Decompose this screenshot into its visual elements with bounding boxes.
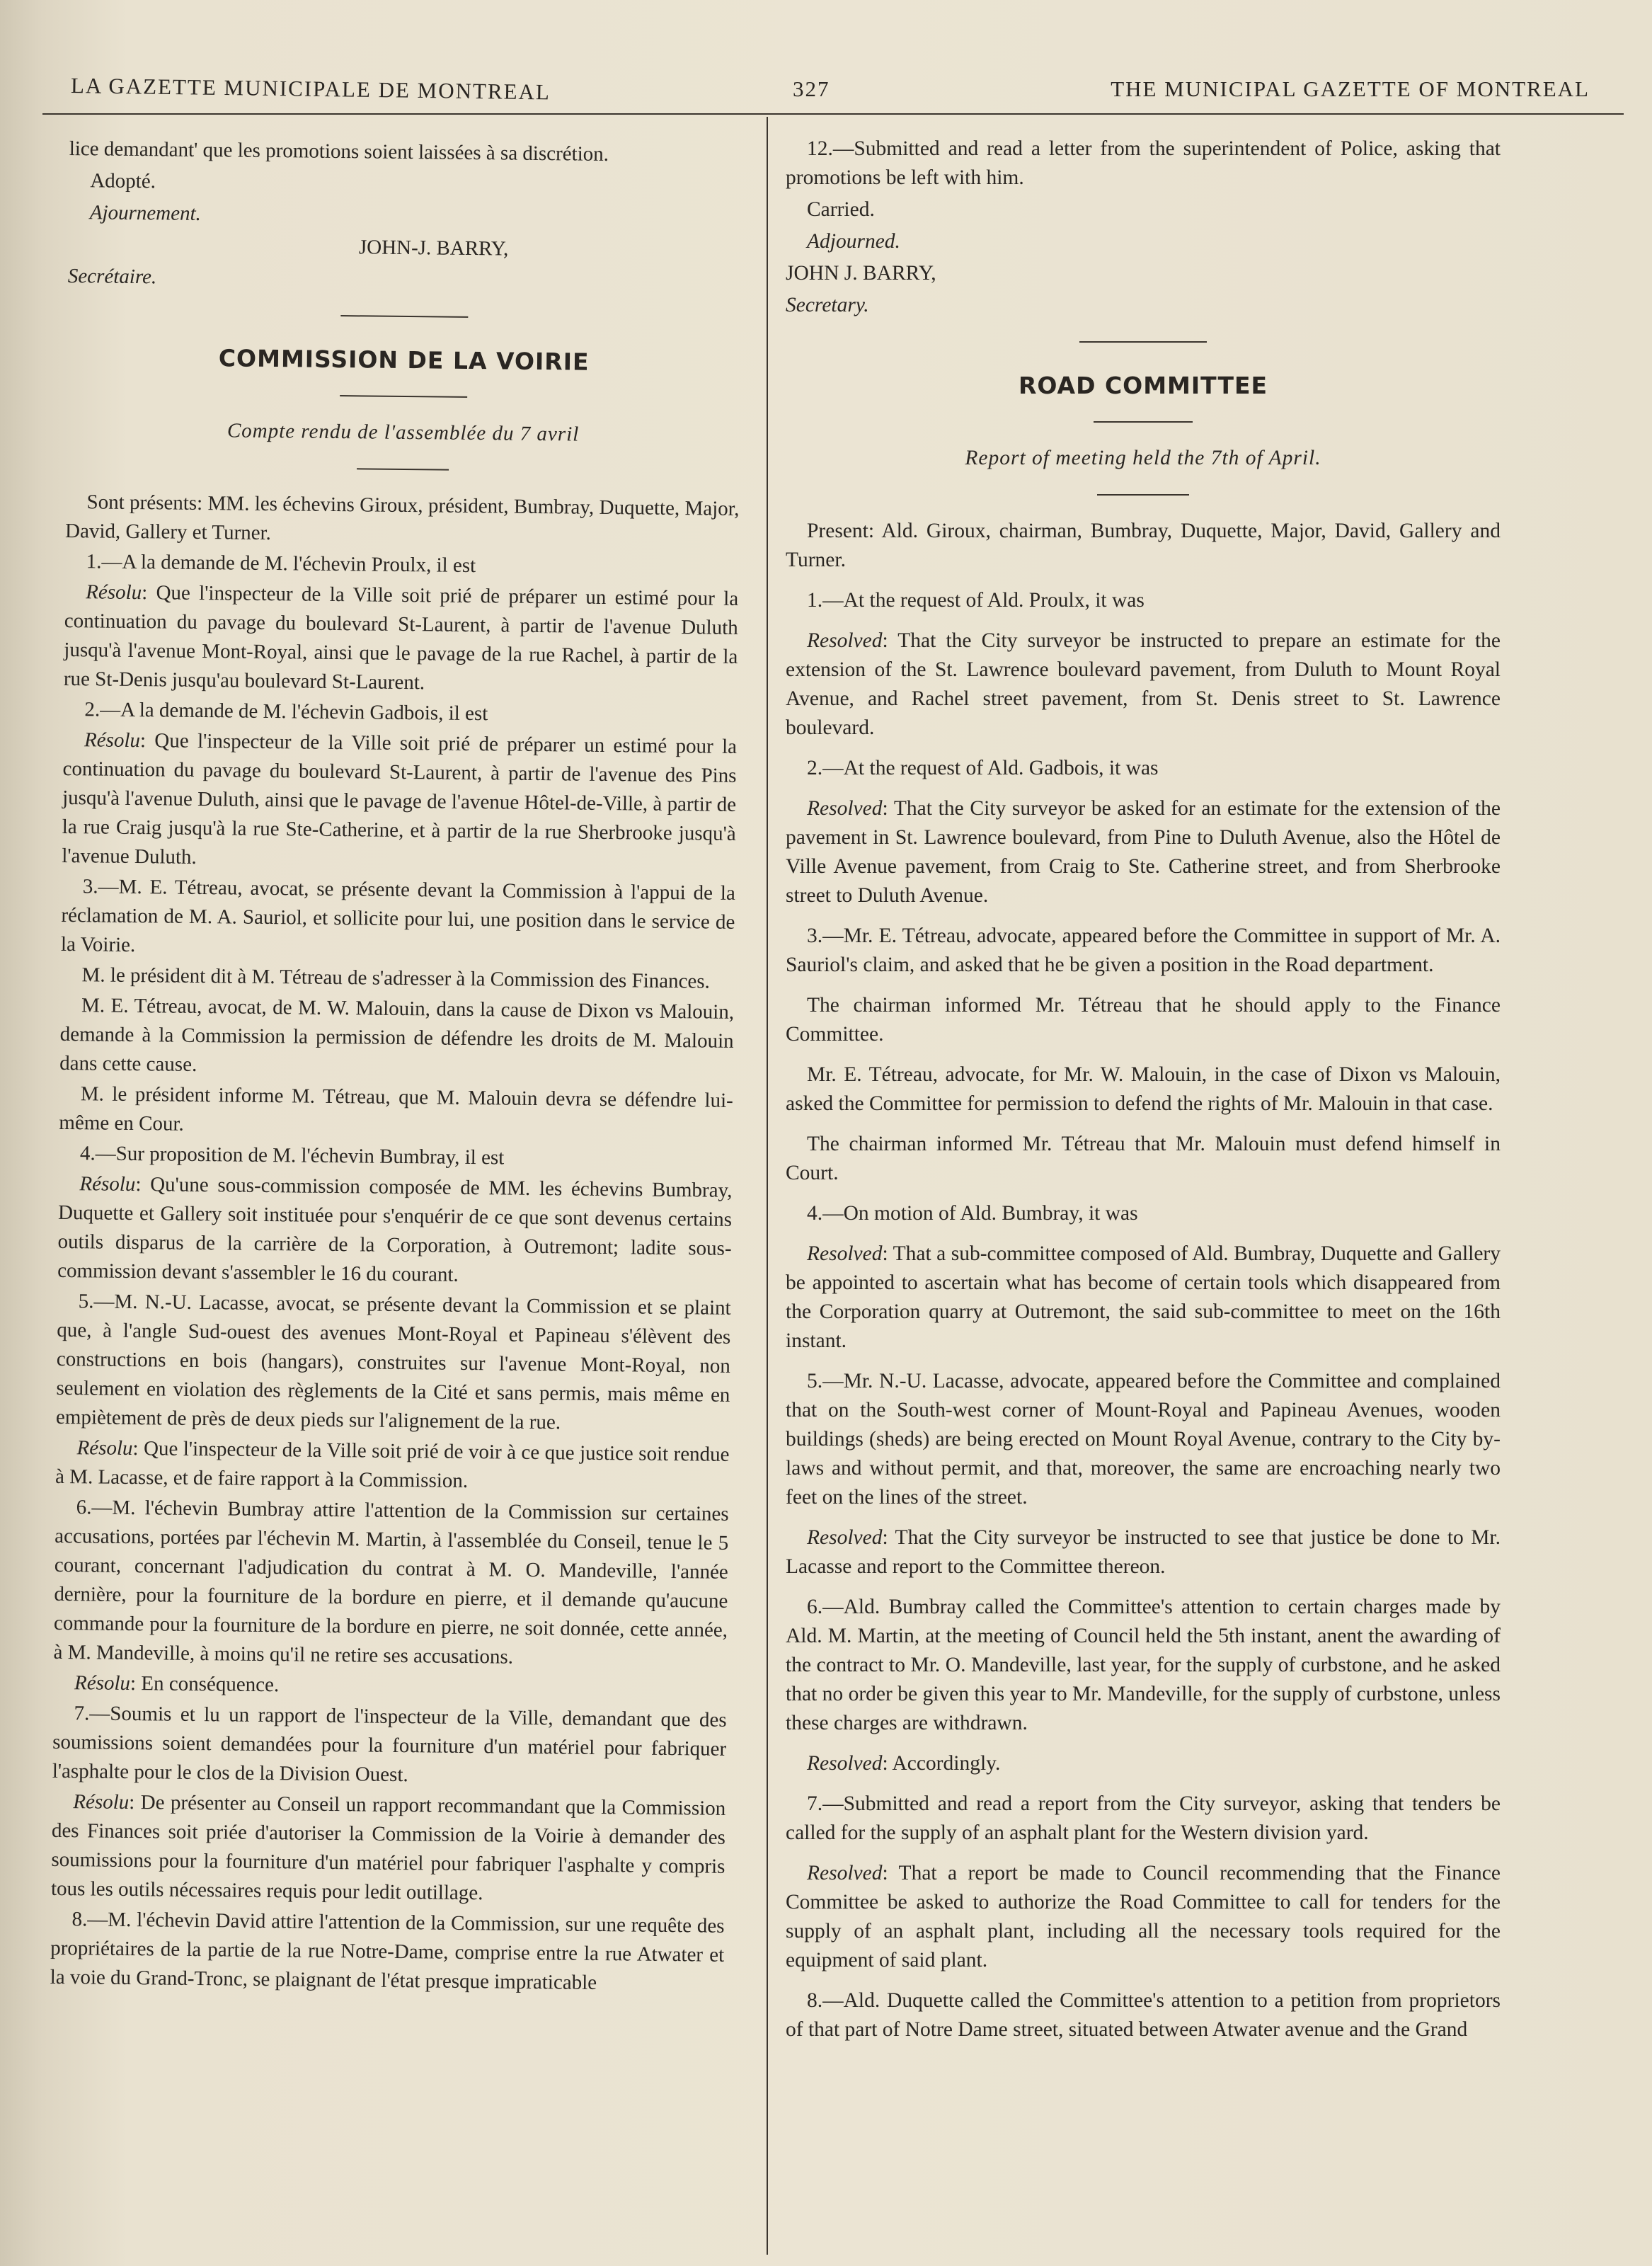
paragraph: 1.—A la demande de M. l'échevin Proulx, il est bbox=[86, 550, 476, 578]
paragraph: 1.—At the request of Ald. Proulx, it was bbox=[807, 589, 1145, 612]
french-signature-title: Secrétaire. bbox=[67, 264, 157, 289]
paragraph: Resolved: That the City surveyor be instructed to prepare an estimate for the extension of the St. Lawrence boulevard pavement, from Duluth to Mount Royal Avenue, and Rachel street pavement, from St. Denis street to St. Lawrence boulevard. bbox=[786, 629, 1501, 739]
paragraph: 6.—Ald. Bumbray called the Committee's attention to certain charges made by Ald. M. Martin, at the meeting of Council held the 5th instant, anent the awarding of the contract to Mr. O. Mandeville, last year, for the supply of curbstone, and he asked that no order be given this year to Mr. Mandeville, for the supply of curbstone, unless these charges are withdrawn. bbox=[786, 1596, 1501, 1734]
paragraph: Résolu: De présenter au Conseil un rapport recommandant que la Commission des Finances soit priée d'autoriser la Commission de la Voirie à demander des soumissions pour la fourniture d'un matériel pour fabriquer l'asphalte y compris tous les outils nécessaires requis pour ledit outillage. bbox=[50, 1790, 726, 1905]
paragraph: M. le président informe M. Tétreau, que M. Malouin devra se défendre lui-même en Cour. bbox=[59, 1082, 733, 1135]
resolved-label: Résolu bbox=[79, 1172, 136, 1196]
french-signature-name: JOHN-J. BARRY, bbox=[358, 236, 509, 261]
resolved-label: Resolved bbox=[807, 1242, 883, 1265]
paragraph: 3.—Mr. E. Tétreau, advocate, appeared before the Committee in support of Mr. A. Sauriol's claim, and asked that he be given a position in the Road department. bbox=[786, 925, 1501, 976]
paragraph: Sont présents: MM. les échevins Giroux, président, Bumbray, Duquette, Major, David, Gallery et Turner. bbox=[64, 491, 740, 545]
english-section-title: ROAD COMMITTEE bbox=[1018, 372, 1268, 399]
divider bbox=[1094, 421, 1193, 423]
divider bbox=[340, 395, 467, 398]
resolved-label: Resolved bbox=[807, 1862, 883, 1884]
paragraph: 8.—Ald. Duquette called the Committee's attention to a petition from proprietors of that part of Notre Dame street, situated between Atwater avenue and the Grand bbox=[786, 1989, 1501, 2041]
paragraph: 7.—Submitted and read a report from the City surveyor, asking that tenders be called for the supply of an asphalt plant for the Western division yard. bbox=[786, 1792, 1501, 1844]
paragraph: Mr. E. Tétreau, advocate, for Mr. W. Malouin, in the case of Dixon vs Malouin, asked the Committee for permission to defend the rights of Mr. Malouin in that case. bbox=[786, 1063, 1501, 1115]
english-report-line: Report of meeting held the 7th of April. bbox=[965, 447, 1321, 469]
resolved-label: Resolved bbox=[807, 797, 883, 820]
resolved-label: Résolu bbox=[76, 1436, 133, 1460]
divider bbox=[357, 468, 449, 470]
paragraph: The chairman informed Mr. Tétreau that Mr. Malouin must defend himself in Court. bbox=[786, 1133, 1501, 1184]
french-report-line: Compte rendu de l'assemblée du 7 avril bbox=[226, 419, 580, 446]
paragraph: Resolved: That a sub-committee composed of Ald. Bumbray, Duquette and Gallery be appointed to ascertain what has become of certain tools which disappeared from the Corporation quarry at Outremont, the said sub-committee to meet on the 16th instant. bbox=[786, 1242, 1501, 1352]
page-header bbox=[42, 69, 1610, 105]
divider bbox=[1079, 341, 1207, 343]
french-intro-line: lice demandant' que les promotions soient laissées à sa discrétion. bbox=[69, 137, 609, 166]
french-section-title: COMMISSION DE LA VOIRIE bbox=[218, 344, 590, 376]
paragraph: 3.—M. E. Tétreau, avocat, se présente devant la Commission à l'appui de la réclamation de M. A. Sauriol, et sollicite pour lui, une position dans le service de la Voirie. bbox=[60, 875, 735, 957]
paragraph: 4.—On motion of Ald. Bumbray, it was bbox=[807, 1202, 1138, 1225]
paragraph: Present: Ald. Giroux, chairman, Bumbray, Duquette, Major, David, Gallery and Turner. bbox=[786, 520, 1501, 571]
resolved-label: Resolved bbox=[807, 1526, 883, 1549]
resolved-label: Résolu bbox=[84, 728, 141, 753]
english-column bbox=[786, 135, 1501, 2056]
paragraph: Resolved: That a report be made to Council recommending that the Finance Committee be asked to authorize the Road Committee to call for tenders for the supply of an asphalt plant, including all the necessary tools required for the equipment of said plant. bbox=[786, 1862, 1501, 1972]
resolved-label: Résolu bbox=[74, 1671, 131, 1695]
resolved-label: Resolved bbox=[807, 1752, 883, 1775]
english-minutes bbox=[786, 517, 1501, 2044]
paragraph: Resolved: Accordingly. bbox=[807, 1752, 1001, 1775]
resolved-label: Resolved bbox=[807, 629, 883, 652]
paragraph: 5.—Mr. N.-U. Lacasse, advocate, appeared before the Committee and complained that on the South-west corner of Mount-Royal and Papineau Avenues, wooden buildings (sheds) are being erected on Mount Royal Avenue, contrary to the City by-laws and without permit, and that, moreover, the same are encroaching nearly two feet on the lines of the street. bbox=[786, 1370, 1501, 1509]
paragraph: Résolu: Que l'inspecteur de la Ville soit prié de voir à ce que justice soit rendue à M. Lacasse, et de faire rapport à la Commission. bbox=[55, 1436, 730, 1493]
french-column bbox=[50, 135, 743, 2001]
english-intro-line: 12.—Submitted and read a letter from the superintendent of Police, asking that promotions be left with him. bbox=[786, 137, 1501, 189]
paragraph: 2.—A la demande de M. l'échevin Gadbois, il est bbox=[84, 698, 488, 726]
paragraph: Resolved: That the City surveyor be asked for an estimate for the extension of the pavement in St. Lawrence boulevard, from Pine to Duluth Avenue, also the Hôtel de Ville Avenue pavement, from Craig to Ste. Catherine street, and from Sherbrooke street to Duluth Avenue. bbox=[786, 797, 1501, 907]
paragraph: 6.—M. l'échevin Bumbray attire l'attention de la Commission sur certaines accusations, portées par l'échevin M. Martin, à l'assemblée du Conseil, tenue le 5 courant, concernant l'adjudication du contrat à M. O. Mandeville, l'année dernière, pour la fourniture de la bordure en pierre, et il demande qu'aucune commande pour la fourniture de la bordure en pierre, ne soit donnée, cette année, à M. Mandeville, à moins qu'il ne retire ses accusations. bbox=[53, 1496, 729, 1669]
paragraph: Resolved: That the City surveyor be instructed to see that justice be done to Mr. Lacasse and report to the Committee thereon. bbox=[786, 1526, 1501, 1578]
paragraph: M. le président dit à M. Tétreau de s'adresser à la Commission des Finances. bbox=[81, 963, 711, 993]
paragraph: Résolu: Qu'une sous-commission composée de MM. les échevins Bumbray, Duquette et Gallery soit instituée pour s'enquérir de ce que sont devenus certains outils disparus de la carrière de la Corporation, à Outremont; ladite sous-commission devant s'assembler le 16 du courant. bbox=[57, 1172, 733, 1286]
resolved-label: Résolu bbox=[73, 1790, 130, 1814]
english-intro-line: Carried. bbox=[807, 198, 875, 221]
english-signature-name: JOHN J. BARRY, bbox=[786, 262, 936, 285]
paragraph: Résolu: Que l'inspecteur de la Ville soit prié de préparer un estimé pour la continuation du pavage du boulevard St-Laurent, à partir de l'avenue Duluth jusqu'à l'avenue Mont-Royal, ainsi que le pavage de la rue Rachel, à partir de la rue St-Denis jusqu'au boulevard St-Laurent. bbox=[63, 580, 739, 694]
paragraph: 5.—M. N.-U. Lacasse, avocat, se présente devant la Commission et se plaint que, à l'angle Sud-ouest des avenues Mont-Royal et Papineau s'élèvent des constructions en bois (hangars), construites sur l'avenue Mont-Royal, non seulement en violation des règlements de la Cité et sans permis, mais même en empiètement de près de deux pieds sur l'alignement de la rue. bbox=[55, 1290, 731, 1434]
paragraph: 2.—At the request of Ald. Gadbois, it was bbox=[807, 757, 1159, 779]
header-title-english: THE MUNICIPAL GAZETTE OF MONTREAL bbox=[1111, 76, 1590, 101]
french-minutes bbox=[50, 488, 740, 1999]
header-rule bbox=[42, 113, 1624, 115]
english-intro-line: Adjourned. bbox=[807, 230, 900, 253]
paragraph: M. E. Tétreau, avocat, de M. W. Malouin, dans la cause de Dixon vs Malouin, demande à la Commission la permission de défendre les droits de M. Malouin dans cette cause. bbox=[59, 994, 735, 1076]
paragraph: The chairman informed Mr. Tétreau that he should apply to the Finance Committee. bbox=[786, 994, 1501, 1046]
column-divider bbox=[767, 117, 768, 2255]
resolved-label: Résolu bbox=[86, 580, 142, 605]
paragraph: 8.—M. l'échevin David attire l'attention de la Commission, sur une requête des propriétaires de la partie de la rue Notre-Dame, comprise entre la rue Atwater et la voie du Grand-Tronc, se plaignant de l'état presque impraticable bbox=[50, 1908, 725, 1994]
french-intro-line: Adopté. bbox=[90, 169, 156, 193]
paragraph: 7.—Soumis et lu un rapport de l'inspecteur de la Ville, demandant que des soumissions soient demandées pour la fourniture d'un matériel pour fabriquer l'asphalte pour le clos de la Division Ouest. bbox=[52, 1702, 727, 1787]
paragraph: Résolu: Que l'inspecteur de la Ville soit prié de préparer un estimé pour la continuation du pavage du boulevard St-Laurent, à partir de l'avenue des Pins jusqu'à l'avenue Duluth, ainsi que le pavage de l'avenue Hôtel-de-Ville, à partir de la rue Craig jusqu'à la rue Ste-Catherine, et à partir de la rue Sherbrooke jusqu'à l'avenue Duluth. bbox=[62, 728, 738, 869]
header-title-french: LA GAZETTE MUNICIPALE DE MONTREAL bbox=[70, 73, 551, 105]
divider bbox=[1097, 494, 1189, 496]
page-number: 327 bbox=[793, 76, 830, 101]
english-signature-title: Secretary. bbox=[786, 294, 869, 316]
french-intro-line: Ajournement. bbox=[89, 201, 202, 225]
divider bbox=[340, 315, 468, 318]
paragraph: Résolu: En conséquence. bbox=[74, 1671, 280, 1697]
paragraph: 4.—Sur proposition de M. l'échevin Bumbray, il est bbox=[79, 1142, 505, 1169]
